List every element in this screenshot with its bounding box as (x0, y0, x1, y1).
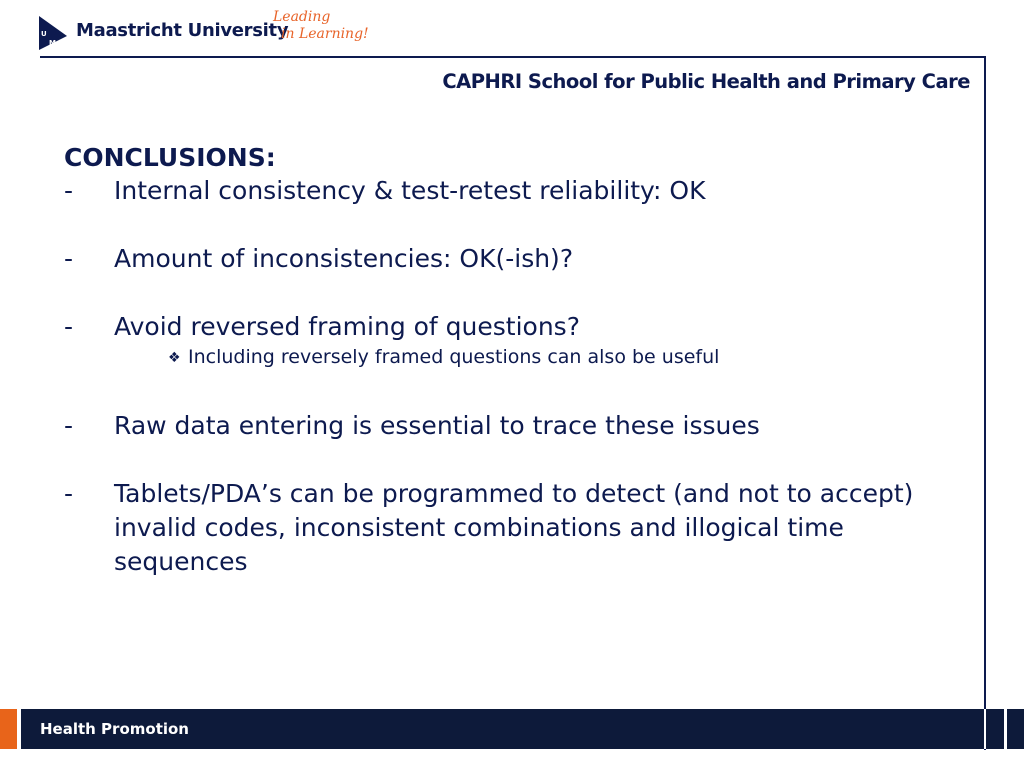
sub-bullet-item (168, 344, 964, 371)
bullet-text: Raw data entering is essential to trace these issues (114, 411, 760, 440)
bullet-marker: - (64, 176, 74, 205)
tagline (271, 9, 369, 51)
tagline-line-1: Leading (273, 9, 331, 25)
bullet-text: Avoid reversed framing of questions? (114, 312, 580, 341)
bullet-marker: - (64, 411, 74, 440)
bullet-item (64, 477, 964, 579)
diamond-bullet-icon: ❖ (168, 350, 181, 366)
bullet-marker: - (64, 479, 74, 508)
school-name: CAPHRI School for Public Health and Primary Care (442, 70, 970, 93)
bullet-text: Tablets/PDA’s can be programmed to detect (and not to accept) invalid codes, inconsistent combinations and illogical time sequences (114, 479, 914, 576)
sub-bullet-text: Including reversely framed questions can also be useful (188, 346, 720, 368)
slide-content (64, 142, 964, 579)
bullet-item (64, 174, 964, 208)
header-divider (40, 56, 985, 58)
logo-letter-m: M (49, 39, 56, 47)
bullet-text: Amount of inconsistencies: OK(-ish)? (114, 244, 574, 273)
um-logo-icon (39, 16, 67, 50)
slide-heading: CONCLUSIONS: (64, 143, 276, 172)
footer-bar (0, 709, 1024, 749)
footer-accent (0, 709, 17, 749)
bullet-marker: - (64, 244, 74, 273)
bullet-item (64, 310, 964, 344)
tagline-line-2: in Learning! (281, 26, 369, 42)
bullet-item (64, 409, 964, 443)
logo-letter-u: U (41, 30, 47, 38)
right-border (984, 56, 986, 750)
bullet-item (64, 242, 964, 276)
bullet-marker: - (64, 312, 74, 341)
footer-label: Health Promotion (40, 720, 189, 738)
bullet-text: Internal consistency & test-retest reliability: OK (114, 176, 706, 205)
university-name: Maastricht University (76, 20, 289, 41)
